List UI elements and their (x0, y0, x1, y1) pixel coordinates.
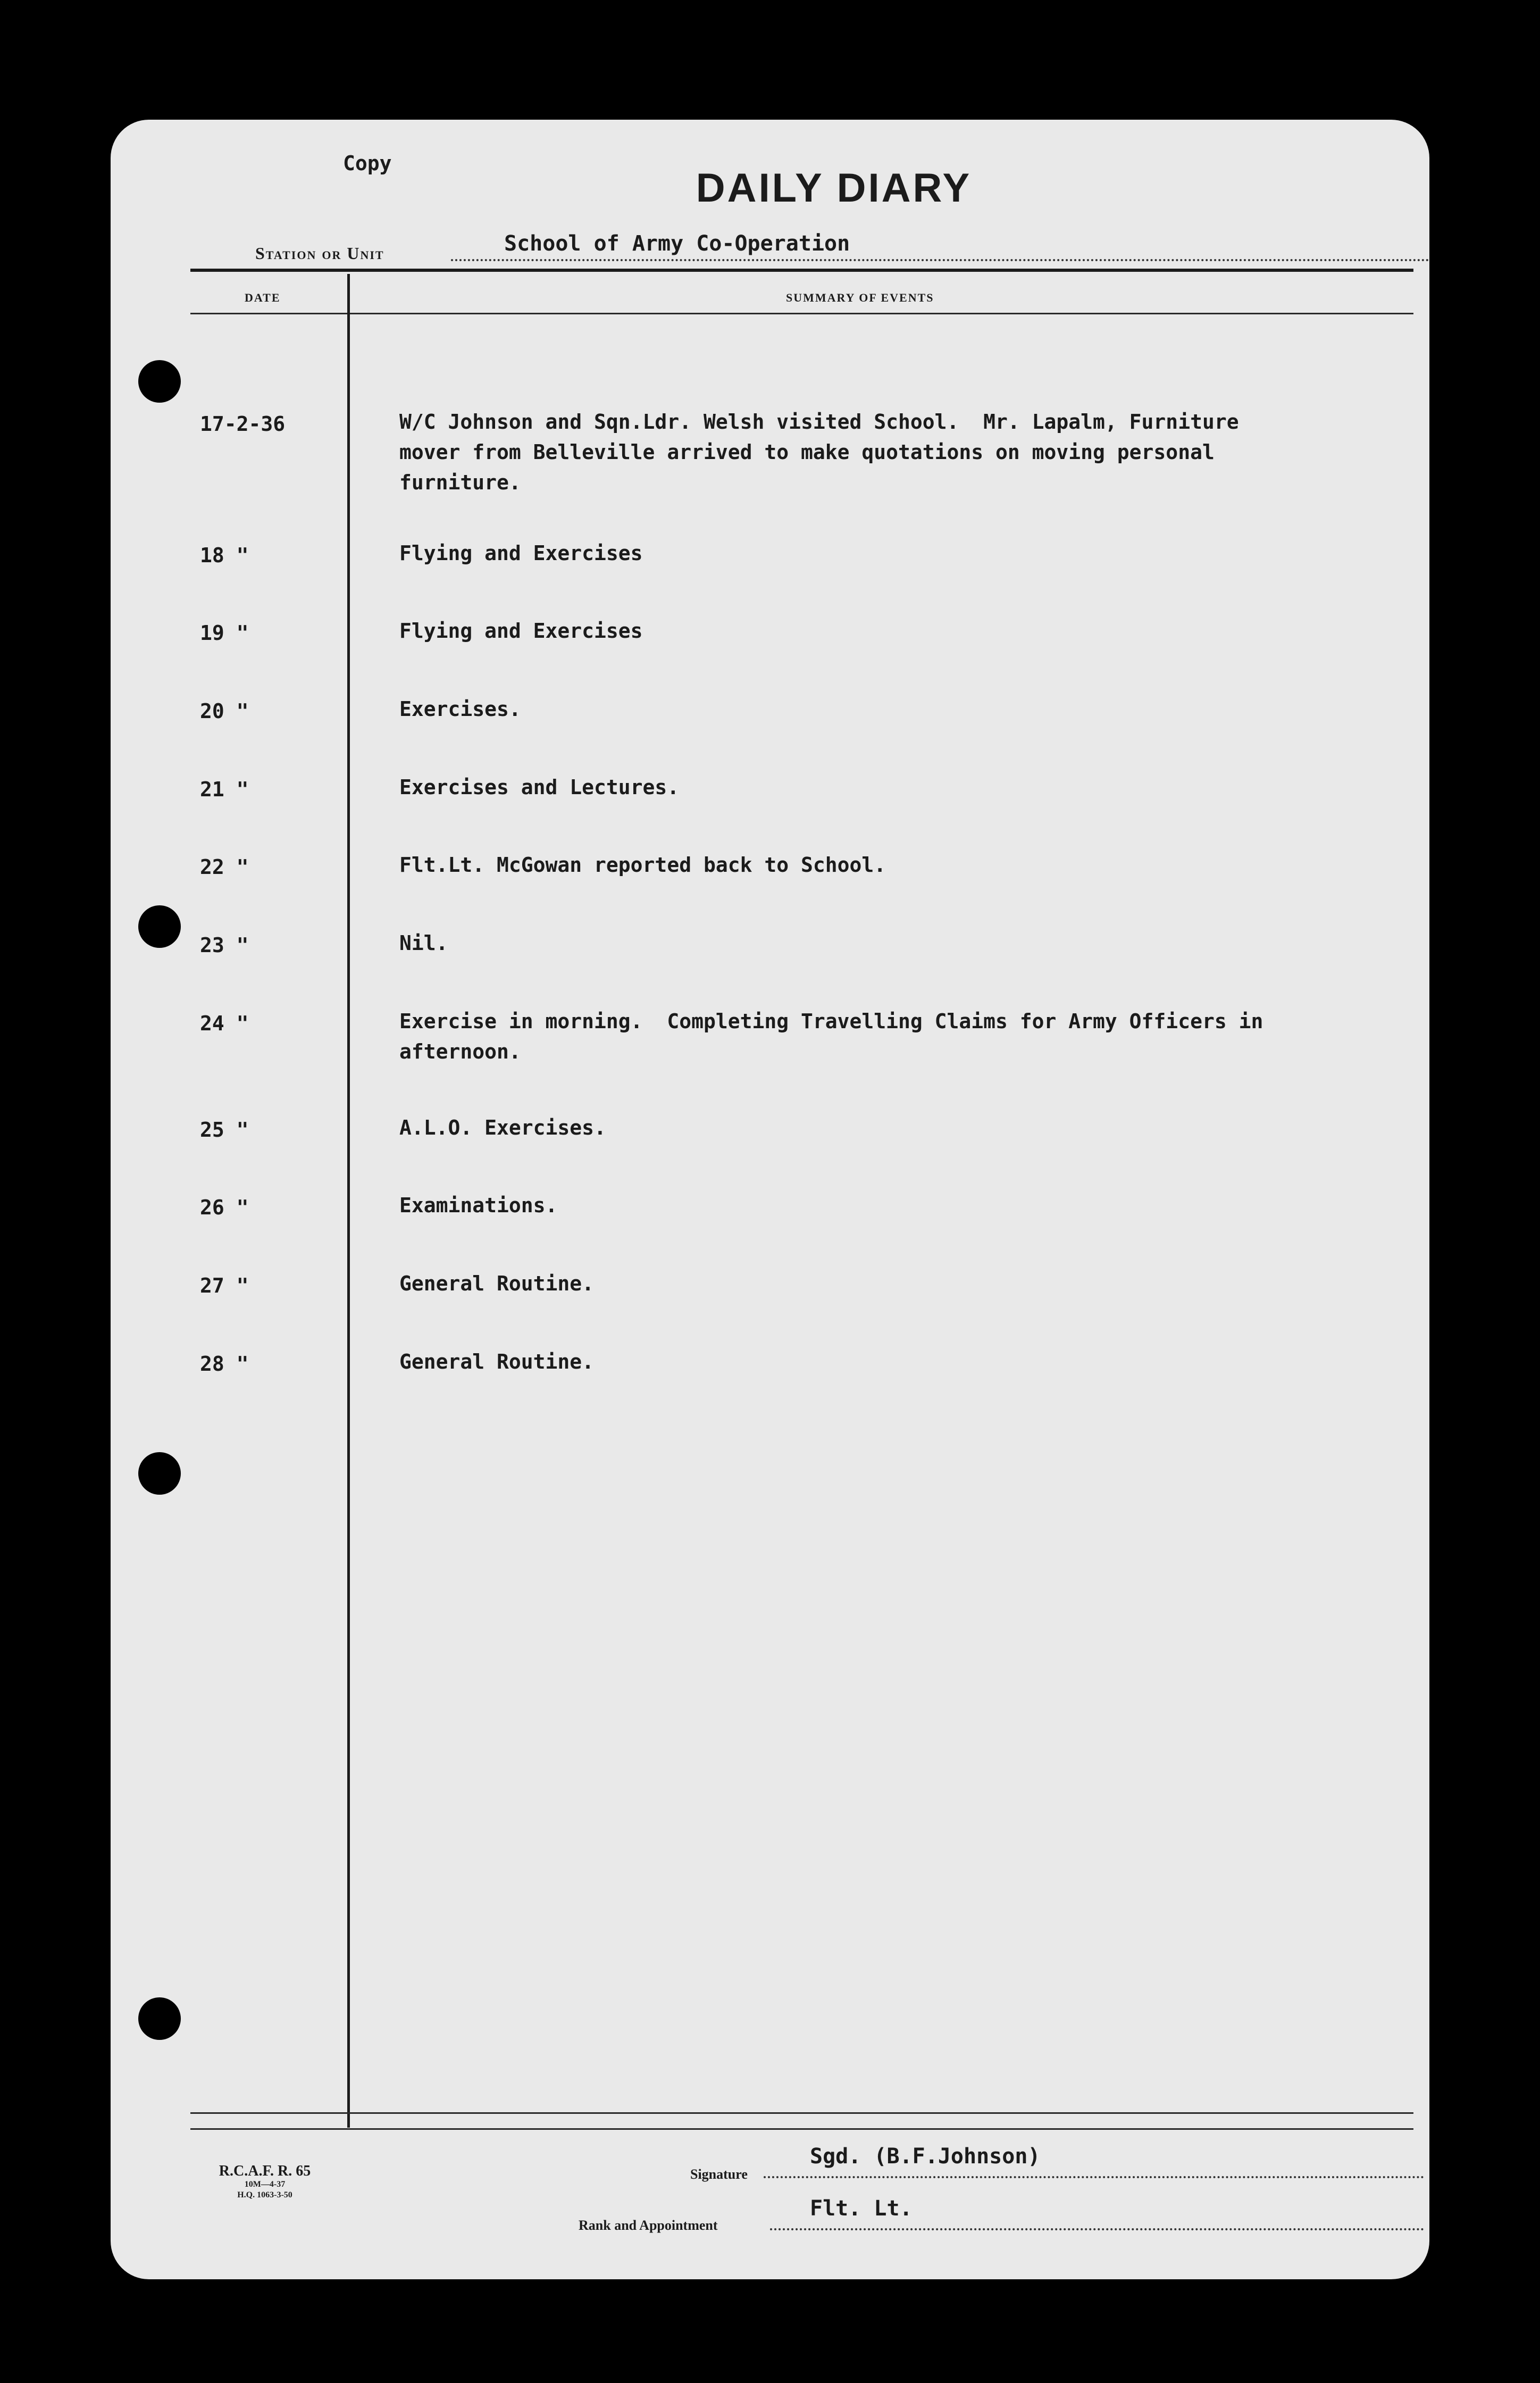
entry-text: Flying and Exercises (399, 541, 643, 565)
entry-text: Flying and Exercises (399, 619, 643, 643)
header-rule-bottom (190, 313, 1413, 314)
punch-hole-1 (138, 360, 181, 403)
rank-value: Flt. Lt. (810, 2196, 913, 2221)
entry-date: 19 " (200, 621, 249, 645)
entry-text: A.L.O. Exercises. (399, 1116, 606, 1139)
footer-rule-upper (190, 2112, 1413, 2114)
entry-date: 17-2-36 (200, 412, 286, 436)
entry-date: 27 " (200, 1274, 249, 1297)
rank-line (770, 2228, 1424, 2230)
entry-date: 23 " (200, 934, 249, 957)
summary-column-header: SUMMARY OF EVENTS (786, 291, 934, 304)
diary-page (111, 120, 1429, 2279)
punch-hole-2 (138, 905, 181, 948)
entry-date: 21 " (200, 778, 249, 801)
entry-text: Nil. (399, 931, 448, 955)
date-column-header: DATE (245, 291, 281, 304)
station-dotted-line (451, 259, 1429, 261)
form-code-sub2: H.Q. 1063-3-50 (237, 2190, 292, 2199)
form-code-sub1: 10M—4-37 (244, 2180, 286, 2189)
punch-hole-3 (138, 1452, 181, 1495)
entry-text: Exercises. (399, 697, 521, 721)
entry-date: 22 " (200, 855, 249, 879)
entry-text: Exercises and Lectures. (399, 776, 680, 799)
form-code (190, 2163, 339, 2201)
copy-label: Copy (343, 152, 392, 175)
column-divider (347, 274, 350, 2128)
signature-label: Signature (690, 2167, 748, 2182)
entry-text: Examinations. (399, 1194, 558, 1217)
entry-text: General Routine. (399, 1350, 595, 1373)
rank-label: Rank and Appointment (579, 2218, 718, 2233)
header-rule-top (190, 269, 1413, 272)
signature-line (764, 2176, 1424, 2178)
entry-date: 20 " (200, 699, 249, 723)
entry-date: 26 " (200, 1196, 249, 1219)
entry-date: 28 " (200, 1352, 249, 1376)
entry-date: 25 " (200, 1118, 249, 1141)
entry-text: Exercise in morning. Completing Travelling Claims for Army Officers in afternoon. (399, 1010, 1263, 1063)
entry-text: Flt.Lt. McGowan reported back to School. (399, 853, 886, 877)
station-value: School of Army Co-Operation (504, 231, 850, 256)
entry-date: 24 " (200, 1012, 249, 1035)
station-label: Station or Unit (255, 244, 384, 263)
entry-text: W/C Johnson and Sqn.Ldr. Welsh visited School. Mr. Lapalm, Furniture mover from Belleville arrived to make quotations on moving personal furniture. (399, 410, 1239, 494)
page-title: DAILY DIARY (696, 165, 972, 211)
footer-rule-lower (190, 2128, 1413, 2130)
entry-date: 18 " (200, 544, 249, 567)
entry-text: General Routine. (399, 1272, 595, 1295)
form-code-main: R.C.A.F. R. 65 (219, 2163, 311, 2179)
signature-value: Sgd. (B.F.Johnson) (810, 2144, 1041, 2169)
punch-hole-4 (138, 1997, 181, 2040)
